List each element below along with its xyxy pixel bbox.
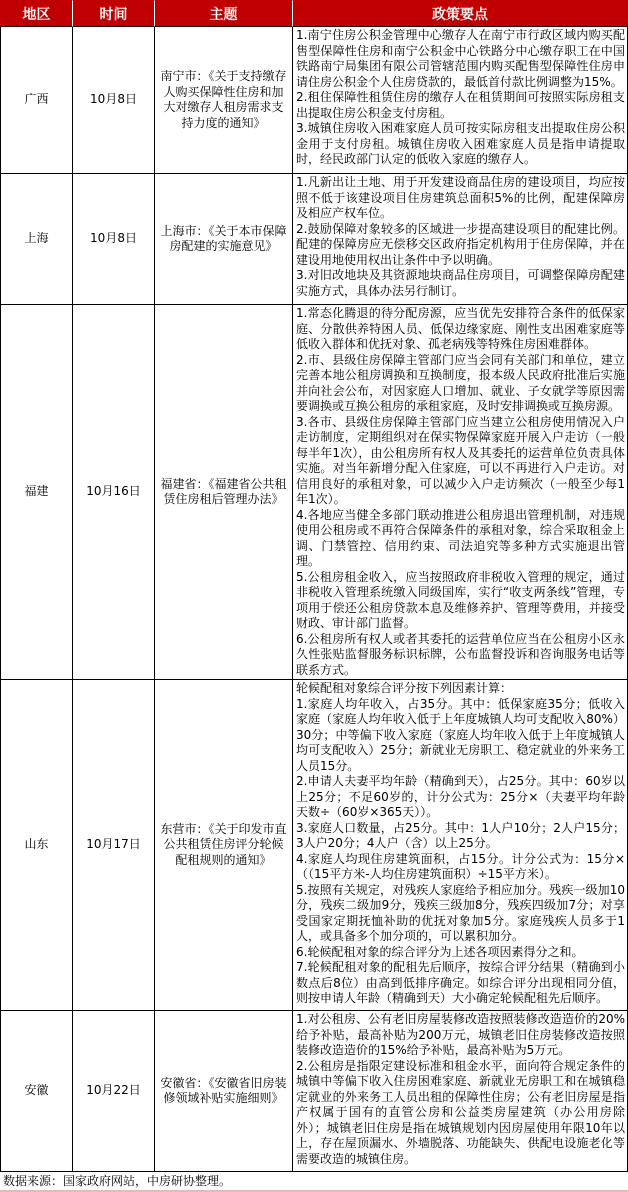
policy-point: 轮候配租对象综合评分按下列因素计算：	[296, 681, 513, 695]
date-cell: 10月8日	[73, 27, 155, 174]
policy-point: 2.申请人夫妻平均年龄（精确到天），占25分。其中：60岁以上25分；不足60岁的，计分公式为：25分×（夫妻平均年龄天数÷（60岁×365天））。	[296, 774, 625, 819]
table-row-anhui	[0, 1011, 628, 1172]
policy-point: 4.各地应当健全多部门联动推进公租房退出管理机制，对违规使用公租房或不再符合保障条件的承租对象，综合采取租金上调、门禁管控、信用约束、司法追究等多种方式实施退出管理。	[296, 507, 625, 568]
region-cell: 山东	[0, 680, 73, 1011]
policy-point: 5.公租房租金收入，应当按照政府非税收入管理的规定，通过非税收入管理系统缴入同级国库，实行“收支两条线”管理，专项用于偿还公租房贷款本息及维修养护、管理等费用，并接受财政、审计部门监督。	[296, 569, 625, 630]
col-header-region: 地区	[0, 0, 73, 27]
col-header-points: 政策要点	[293, 0, 628, 27]
topic-cell: 福建省：《福建省公共租赁住房租后管理办法》	[155, 305, 293, 680]
policy-point: 1.对公租房、公有老旧房屋装修改造按照装修改造造价的20%给予补贴，最高补贴为200万元，城镇老旧住房装修改造按照装修改造造价的15%给予补贴，最高补贴为5万元。	[296, 1012, 625, 1057]
policy-point: 6.轮候配租对象的综合评分为上述各项因素得分之和。	[296, 944, 584, 959]
policy-points-cell	[293, 174, 628, 305]
policy-point: 5.按照有关规定，对残疾人家庭给予相应加分。残疾一级加10分，残疾二级加9分，残疾三级加8分，残疾四级加7分；对享受国家定期抚恤补助的优抚对象加5分。家庭残疾人员多于1人，或具备多个加分项的，可以累积加分。	[296, 882, 625, 943]
policy-points-cell	[293, 305, 628, 680]
policy-point: 3.对旧改地块及其资源地块商品住房项目，可调整保障房配建实施方式，具体办法另行制订。	[296, 268, 625, 298]
date-cell: 10月8日	[73, 174, 155, 305]
policy-point: 1.家庭人均年收入，占35分。其中：低保家庭35分；低收入家庭（家庭人均年收入低于上年度城镇人均可支配收入80%）30分；中等偏下收入家庭（家庭人均年收入低于上年度城镇人均可支配收入）25分；新就业无房职工、稳定就业的外来务工人员15分。	[296, 696, 625, 773]
policy-points-cell	[293, 1011, 628, 1172]
topic-cell: 安徽省：《安徽省旧房装修领域补贴实施细则》	[155, 1011, 293, 1172]
policy-points-cell	[293, 27, 628, 174]
col-header-topic: 主题	[155, 0, 293, 27]
data-source-note: 数据来源：国家政府网站，中房研协整理。	[3, 1174, 232, 1188]
policy-point: 4.家庭人均现住房建筑面积，占15分。计分公式为：15分×（（15平方米-人均住房建筑面积）÷15平方米）。	[296, 851, 625, 881]
policy-point: 2.市、县级住房保障主管部门应当会同有关部门和单位，建立完善本地公租房调换和互换制度，报本级人民政府批准后实施并向社会公布，对因家庭人口增加、就业、子女就学等原因需要调换或互换公租房的承租家庭，及时安排调换或互换房源。	[296, 352, 625, 413]
policy-point: 1.凡新出让土地、用于开发建设商品住房的建设项目，均应按照不低于该建设项目住房建筑总面积5%的比例，配建保障房及相应产权车位。	[296, 175, 625, 220]
topic-cell: 南宁市：《关于支持缴存人购买保障性住房和加大对缴存人租房需求支持力度的通知》	[155, 27, 293, 174]
date-cell: 10月16日	[73, 305, 155, 680]
policy-point: 3.城镇住房收入困难家庭人员可按实际房租支出提取住房公积金用于支付房租。城镇住房收入困难家庭人员是指申请提取时，经民政部门认定的低收入家庭的缴存人。	[296, 121, 625, 166]
policy-point: 3.各市、县级住房保障主管部门应当建立公租房使用情况入户走访制度，定期组织对在保实物保障家庭开展入户走访（一般每半年1次），由公租房所有权人及其委托的运营单位负责具体实施。对当年新增分配入住家庭，可以不再进行入户走访。对信用良好的承租对象，可以减少入户走访频次（一般至少每1年1次）。	[296, 414, 625, 506]
policy-point: 7.轮候配租对象的配租先后顺序，按综合评分结果（精确到小数点后8位）由高到低排序确定。如综合评分出现相同分值，则按申请人年龄（精确到天）大小确定轮候配租先后顺序。	[296, 960, 625, 1005]
date-cell: 10月17日	[73, 680, 155, 1011]
topic-cell: 上海市：《关于本市保障房配建的实施意见》	[155, 174, 293, 305]
policy-point: 2.租住保障性租赁住房的缴存人在租赁期间可按照实际房租支出提取住房公积金支付房租。	[296, 90, 625, 120]
region-cell: 广西	[0, 27, 73, 174]
header-row	[0, 0, 628, 27]
policy-point: 2.鼓励保障对象较多的区域进一步提高建设项目的配建比例。配建的保障房应无偿移交区政府指定机构用于住房保障，并在建设用地使用权出让条件中予以明确。	[296, 221, 625, 267]
policy-point: 3.家庭人口数量，占25分。其中：1人户10分；2人户15分；3人户20分；4人户（含）以上25分。	[296, 820, 625, 850]
region-cell: 福建	[0, 305, 73, 680]
col-header-date: 时间	[73, 0, 155, 27]
policy-point: 2.公租房是指限定建设标准和租金水平，面向符合规定条件的城镇中等偏下收入住房困难家庭、新就业无房职工和在城镇稳定就业的外来务工人员出租的保障性住房；公有老旧房屋是指产权属于国有的直管公房和公益类房屋建筑（办公用房除外）；城镇老旧住房是指在城镇规划内因房屋使用年限10年以上，存在屋顶漏水、外墙脱落、功能缺失、供配电设施老化等需要改造的城镇住房。	[296, 1058, 625, 1166]
table-row-shandong	[0, 680, 628, 1011]
region-cell: 上海	[0, 174, 73, 305]
policy-point: 1.常态化腾退的待分配房源，应当优先安排符合条件的低保家庭、分散供养特困人员、低保边缘家庭、刚性支出困难家庭等低收入群体和优抚对象、孤老病残等特殊住房困难群体。	[296, 306, 625, 351]
date-cell: 10月22日	[73, 1011, 155, 1172]
topic-cell: 东营市：《关于印发市直公共租赁住房评分轮候配租规则的通知》	[155, 680, 293, 1011]
policy-point: 6.公租房所有权人或者其委托的运营单位应当在公租房小区永久性张贴监督服务标识标牌，公布监督投诉和咨询服务电话等联系方式。	[296, 631, 625, 677]
table-row-fujian	[0, 305, 628, 680]
table-row-guangxi	[0, 27, 628, 174]
table-row-shanghai	[0, 174, 628, 305]
policy-point: 1.南宁住房公积金管理中心缴存人在南宁市行政区域内购买配售型保障性住房和南宁公积金中心铁路分中心缴存职工在中国铁路南宁局集团有限公司管辖范围内购买配售型保障性住房申请住房公积金个人住房贷款的，最低首付款比例调整为15%。	[296, 28, 625, 89]
policy-points-cell	[293, 680, 628, 1011]
region-cell: 安徽	[0, 1011, 73, 1172]
